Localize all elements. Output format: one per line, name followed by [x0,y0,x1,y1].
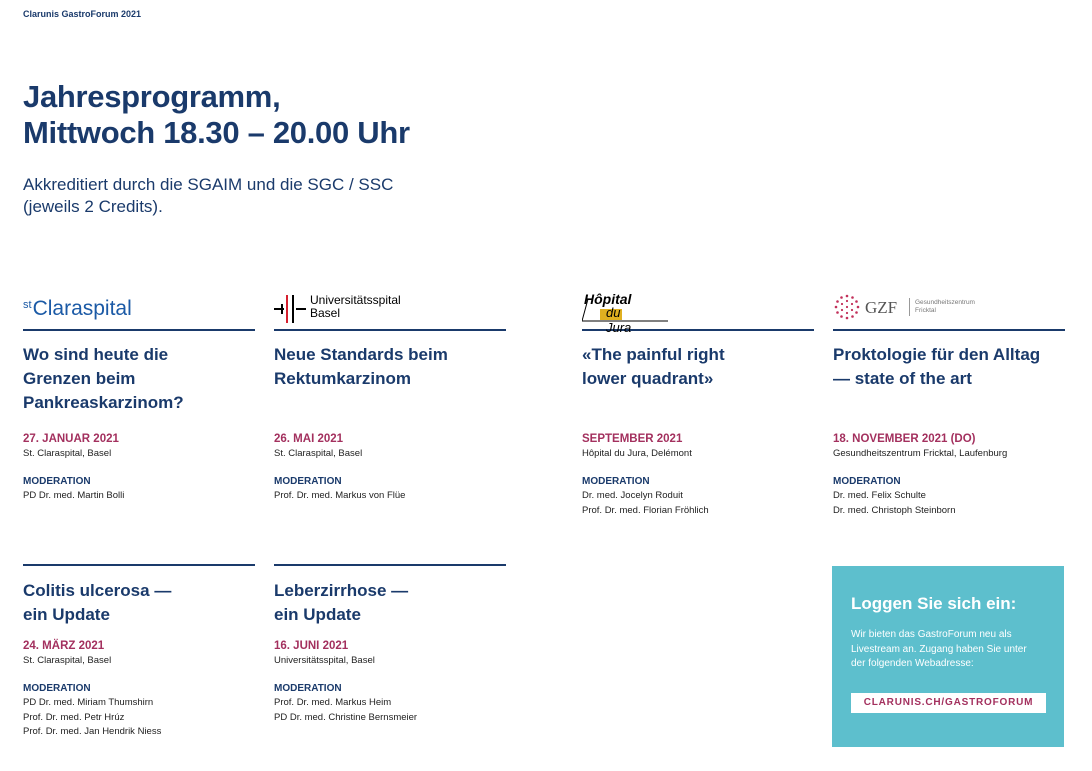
accreditation-line-1: Akkreditiert durch die SGAIM und die SGC / SSC [23,175,394,194]
event-card-pankreas [23,295,255,504]
event-card-quadrant [582,291,814,518]
moderator: Prof. Dr. med. Petr Hrúz [23,711,125,723]
card-divider [274,329,506,331]
claraspital-logo-text: Claraspital [32,297,132,320]
topic-line: Colitis ulcerosa — [23,581,172,600]
moderator: Dr. med. Jocelyn Roduit [582,490,683,501]
usb-logo-line-1: Universitätsspital [310,293,401,307]
topic-line: Rektumkarzinom [274,369,411,388]
gzf-logo-abbr: GZF [865,298,898,317]
topic-line: Grenzen beim [23,369,136,388]
hopital-du-jura-logo [582,291,814,335]
event-card-colitis [23,564,255,740]
moderator: Prof. Dr. med. Jan Hendrik Niess [23,726,162,737]
event-location: St. Claraspital, Basel [23,655,112,666]
login-description-line: Livestream an. Zugang haben Sie unter [851,643,1027,655]
event-date: 26. MAI 2021 [274,433,344,445]
event-card-rektum [274,295,506,504]
jura-logo-line-2: du Jura [606,305,632,335]
login-description-line: Wir bieten das GastroForum neu als [851,629,1012,640]
moderation-label: MODERATION [582,476,650,487]
card-divider [833,329,1065,331]
event-topic [274,579,506,627]
claraspital-logo [23,295,255,329]
card-divider [274,564,506,566]
moderator: PD Dr. med. Christine Bernsmeier [274,711,418,723]
jura-logo-line-1: Hôpital [584,291,632,307]
event-location: St. Claraspital, Basel [23,448,112,459]
event-location: Gesundheitszentrum Fricktal, Laufenburg [833,448,1008,459]
event-topic [23,579,255,627]
topic-line: Leberzirrhose — [274,581,409,600]
event-card-leberzirrhose [274,564,506,725]
livestream-login-box [832,566,1064,747]
gzf-logo-separator [909,298,910,316]
document-header-label: Clarunis GastroForum 2021 [23,9,142,19]
topic-line: lower quadrant» [582,369,714,388]
gzf-dot-circle-icon [833,293,861,321]
event-location: Universitätsspital, Basel [274,655,375,666]
topic-line: Neue Standards beim [274,345,448,364]
moderation-label: MODERATION [274,683,342,694]
login-description-line: der folgenden Webadresse: [851,658,974,669]
login-description [851,628,1051,672]
event-date: SEPTEMBER 2021 [582,433,683,445]
moderation-label: MODERATION [23,683,91,694]
moderator: Prof. Dr. med. Florian Fröhlich [582,504,709,516]
topic-line: Wo sind heute die [23,345,169,364]
moderation-label: MODERATION [833,476,901,487]
topic-line: ein Update [23,605,110,624]
moderator: PD Dr. med. Martin Bolli [23,490,125,501]
topic-line: Pankreaskarzinom? [23,393,184,412]
event-topic [833,343,1065,391]
claraspital-logo-prefix: st [23,299,32,311]
moderator: PD Dr. med. Miriam Thumshirn [23,697,154,708]
topic-line: ein Update [274,605,361,624]
event-topic [23,343,255,415]
page-title [23,79,410,151]
accreditation-line-2: (jeweils 2 Credits). [23,197,163,216]
card-divider [23,329,255,331]
event-date: 27. JANUAR 2021 [23,433,119,445]
moderator: Prof. Dr. med. Markus Heim [274,697,392,708]
gzf-logo-line-2: Fricktal [915,307,936,314]
card-divider [23,564,255,566]
event-date: 18. NOVEMBER 2021 (DO) [833,433,976,445]
event-topic [274,343,506,391]
event-topic [582,343,814,391]
moderation-label: MODERATION [23,476,91,487]
topic-line: «The painful right [582,345,725,364]
moderator: Prof. Dr. med. Markus von Flüe [274,490,406,501]
usb-logo-line-2: Basel [310,306,341,320]
gzf-logo-line-1: Gesundheitszentrum [915,299,975,306]
page-title-line-2: Mittwoch 18.30 – 20.00 Uhr [23,115,410,150]
login-heading: Loggen Sie sich ein: [851,594,1017,613]
topic-line: Proktologie für den Alltag [833,345,1041,364]
event-location: Hôpital du Jura, Delémont [582,448,692,459]
moderation-label: MODERATION [274,476,342,487]
event-location: St. Claraspital, Basel [274,448,363,459]
universitaetsspital-basel-logo [274,295,506,329]
gzf-logo [833,295,1065,329]
topic-line: — state of the art [833,369,972,388]
event-card-proktologie [833,295,1065,518]
page-title-line-1: Jahresprogramm, [23,79,281,114]
accreditation-note [23,174,393,218]
moderator: Dr. med. Christoph Steinborn [833,504,956,516]
event-date: 24. MÄRZ 2021 [23,640,105,652]
moderator: Dr. med. Felix Schulte [833,490,926,501]
usb-emblem-icon [274,295,306,323]
event-date: 16. JUNI 2021 [274,640,349,652]
livestream-url-link[interactable]: CLARUNIS.CH/GASTROFORUM [851,693,1046,713]
